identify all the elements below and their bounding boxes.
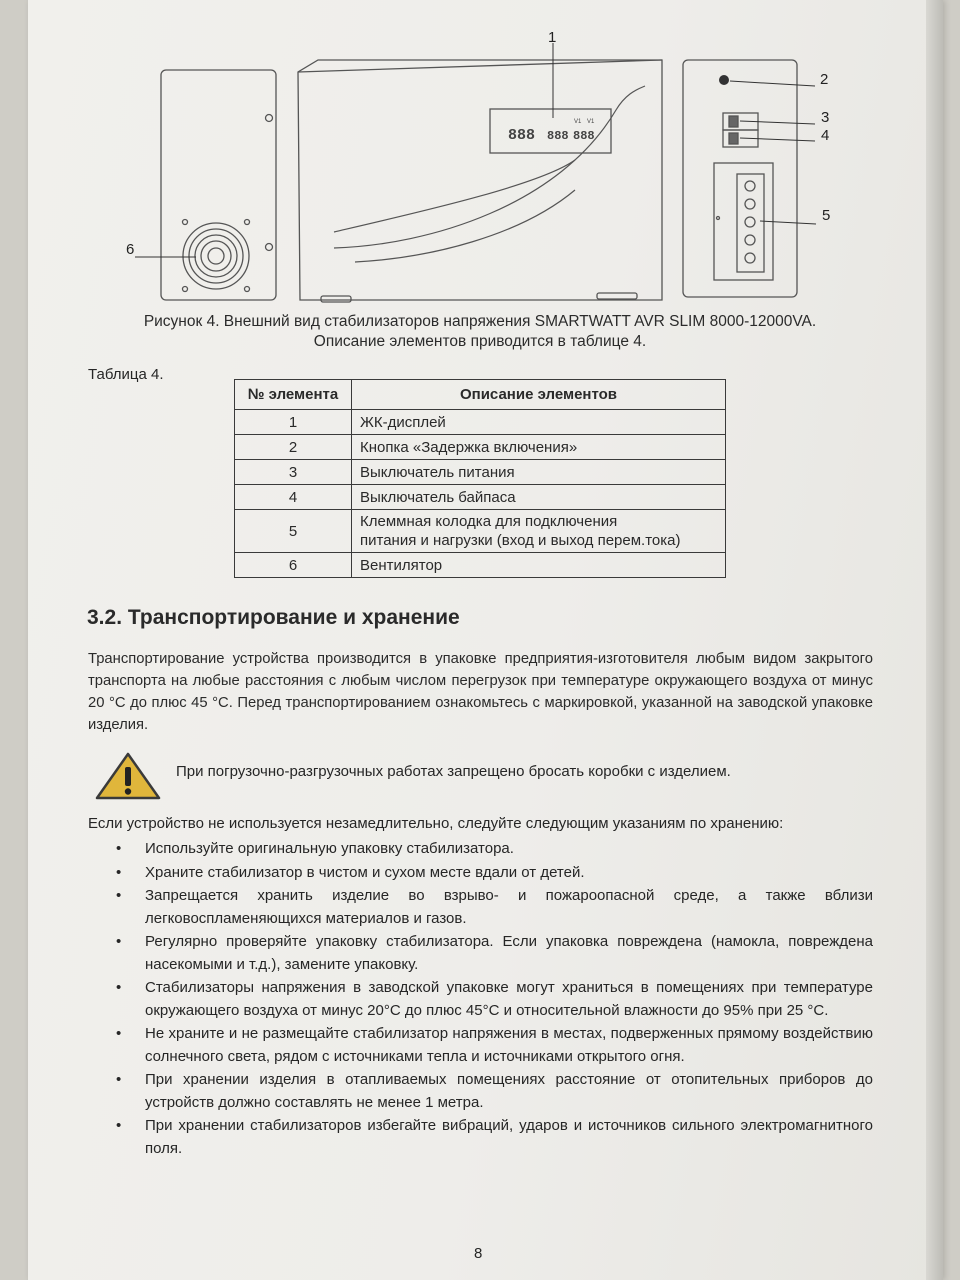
rear-panel bbox=[683, 60, 797, 297]
list-item-text: Запрещается хранить изделие во взрыво- и пожароопасной среде, а также вблизи легковоспламеняющихся материалов и газов. bbox=[145, 887, 873, 927]
table-row bbox=[235, 460, 726, 485]
svg-text:888: 888 bbox=[508, 127, 536, 144]
cell-description: ЖК-дисплей bbox=[352, 410, 726, 435]
table-row bbox=[235, 410, 726, 435]
column-header-description: Описание элементов bbox=[352, 380, 726, 410]
storage-intro: Если устройство не используется незамедлительно, следуйте следующим указаниям по хранению: bbox=[88, 815, 784, 832]
table-row bbox=[235, 510, 726, 553]
list-item bbox=[88, 977, 873, 1022]
cell-number: 6 bbox=[235, 553, 352, 578]
fan-icon bbox=[183, 223, 249, 289]
callout-5: 5 bbox=[822, 207, 831, 224]
list-item bbox=[88, 838, 873, 861]
list-item bbox=[88, 1115, 873, 1160]
figure-caption-line-2: Описание элементов приводится в таблице 4. bbox=[313, 333, 647, 350]
page-number: 8 bbox=[474, 1245, 483, 1262]
list-item-text: Стабилизаторы напряжения в заводской упаковке могут храниться в помещениях при температуре окружающего воздуха от минус 20°С до плюс 45°С и относительной влажности до 95% при 25 °С. bbox=[145, 979, 873, 1019]
callout-6: 6 bbox=[126, 241, 135, 258]
warning-text: При погрузочно-разгрузочных работах запрещено бросать коробки с изделием. bbox=[176, 763, 731, 780]
svg-text:888: 888 bbox=[573, 129, 595, 143]
cell-description: Кнопка «Задержка включения» bbox=[352, 435, 726, 460]
list-item bbox=[88, 885, 873, 930]
cell-number: 4 bbox=[235, 485, 352, 510]
cell-number: 5 bbox=[235, 510, 352, 553]
bullet: • bbox=[116, 863, 122, 881]
callout-3: 3 bbox=[821, 109, 830, 126]
table-row bbox=[235, 435, 726, 460]
figure-caption bbox=[95, 312, 865, 352]
table-title: Таблица 4. bbox=[88, 366, 164, 383]
callout-2: 2 bbox=[820, 71, 829, 88]
bullet: • bbox=[116, 1117, 122, 1134]
svg-text:888: 888 bbox=[547, 129, 569, 143]
list-item-text: При хранении стабилизаторов избегайте вибраций, ударов и источников сильного электромагнитного поля. bbox=[145, 1117, 873, 1157]
column-header-number: № элемента bbox=[235, 380, 352, 410]
list-item bbox=[88, 1069, 873, 1114]
transport-paragraph: Транспортирование устройства производится в упаковке предприятия-изготовителя любым видом закрытого транспорта на любые расстояния с любым числом перегрузок при температуре окружающего воздуха от минус 20 °С до плюс 45 °С. Перед транспортированием ознакомьтесь с маркировкой, указанной на заводской упаковке изделия. bbox=[88, 651, 873, 733]
list-item-text: Используйте оригинальную упаковку стабилизатора. bbox=[145, 840, 514, 857]
cell-number: 3 bbox=[235, 460, 352, 485]
list-item-text: Регулярно проверяйте упаковку стабилизатора. Если упаковка повреждена (намокла, повреждена насекомыми и т.д.), замените упаковку. bbox=[145, 933, 873, 973]
list-item-text: Храните стабилизатор в чистом и сухом месте вдали от детей. bbox=[145, 863, 585, 881]
table-header-row bbox=[235, 380, 726, 410]
lcd-display bbox=[490, 109, 611, 153]
list-item bbox=[88, 931, 873, 976]
bullet: • bbox=[116, 840, 122, 857]
svg-text:V1: V1 bbox=[574, 119, 582, 125]
list-item bbox=[88, 862, 873, 885]
table-row bbox=[235, 553, 726, 578]
cell-number: 1 bbox=[235, 410, 352, 435]
cell-description: Вентилятор bbox=[352, 553, 726, 578]
list-item bbox=[88, 1023, 873, 1068]
side-panel-left bbox=[161, 70, 276, 300]
front-panel bbox=[298, 60, 662, 302]
bullet: • bbox=[116, 1025, 122, 1042]
bullet: • bbox=[116, 887, 122, 904]
callout-numbers bbox=[126, 29, 830, 258]
figure-caption-line-1: Рисунок 4. Внешний вид стабилизаторов напряжения SMARTWATT AVR SLIM 8000-12000VA. bbox=[143, 313, 817, 330]
cell-description: Выключатель байпаса bbox=[352, 485, 726, 510]
list-item-text: При хранении изделия в отапливаемых помещениях расстояние от отопительных приборов до устройств должно составлять не менее 1 метра. bbox=[145, 1071, 873, 1111]
bullet: • bbox=[116, 1071, 122, 1088]
elements-table bbox=[234, 379, 726, 578]
callout-4: 4 bbox=[821, 127, 830, 144]
bullet: • bbox=[116, 979, 122, 996]
cell-description-line-1: Клеммная колодка для подключения bbox=[360, 513, 618, 530]
warning-icon bbox=[95, 752, 161, 800]
svg-text:V1: V1 bbox=[587, 119, 595, 125]
callout-1: 1 bbox=[548, 29, 557, 46]
list-item-text: Не храните и не размещайте стабилизатор напряжения в местах, подверженных прямому воздействию солнечного света, рядом с источниками тепла и источниками открытого огня. bbox=[145, 1025, 873, 1065]
table-row bbox=[235, 485, 726, 510]
cell-description bbox=[352, 510, 726, 553]
delay-button-icon bbox=[719, 75, 729, 85]
cell-description-line-2: питания и нагрузки (вход и выход перем.тока) bbox=[360, 532, 681, 549]
stabilizer-figure bbox=[0, 0, 960, 320]
storage-rules-list bbox=[88, 838, 873, 1161]
bullet: • bbox=[116, 933, 122, 950]
cell-number: 2 bbox=[235, 435, 352, 460]
cell-description: Выключатель питания bbox=[352, 460, 726, 485]
section-title: 3.2. Транспортирование и хранение bbox=[87, 606, 460, 629]
